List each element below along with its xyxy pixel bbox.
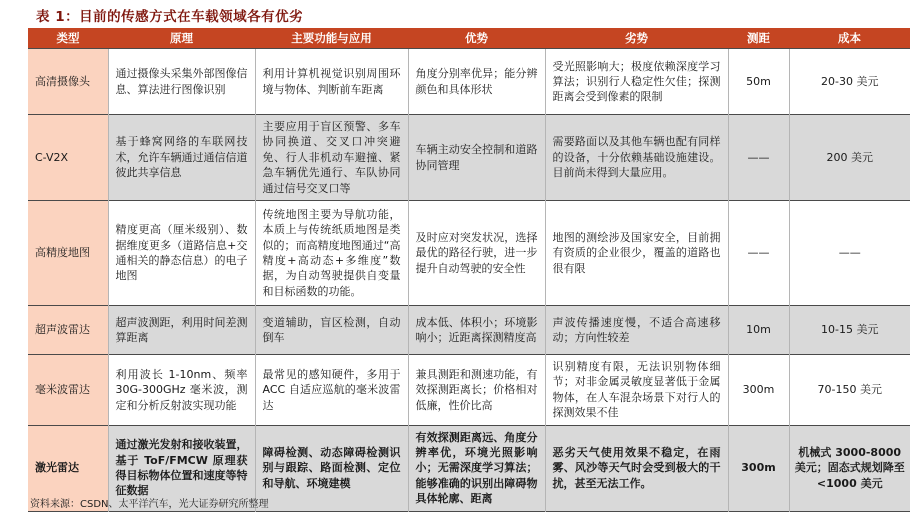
header-principle: 原理 bbox=[108, 28, 255, 49]
cell-disadvantages: 恶劣天气使用效果不稳定，在雨雾、风沙等天气时会受到极大的干扰，甚至无法工作。 bbox=[545, 425, 728, 511]
table-title: 表 1：目前的传感方式在车载领域各有优劣 bbox=[36, 9, 304, 25]
cell-principle: 通过摄像头采集外部图像信息、算法进行图像识别 bbox=[108, 49, 255, 115]
header-disadvantages: 劣势 bbox=[545, 28, 728, 49]
header-cost: 成本 bbox=[789, 28, 910, 49]
cell-cost: 10-15 美元 bbox=[789, 306, 910, 355]
cell-functions: 主要应用于盲区预警、多车协同换道、交叉口冲突避免、行人非机动车避撞、紧急车辆优先通行、车队协同通过信号交叉口等 bbox=[255, 115, 408, 201]
sensor-comparison-table bbox=[28, 28, 910, 512]
cell-cost: 机械式 3000-8000 美元；固态式规划降至 <1000 美元 bbox=[789, 425, 910, 511]
cell-disadvantages: 声波传播速度慢，不适合高速移动；方向性较差 bbox=[545, 306, 728, 355]
cell-functions: 变道辅助，盲区检测，自动倒车 bbox=[255, 306, 408, 355]
cell-range: 300m bbox=[728, 425, 789, 511]
cell-advantages: 有效探测距离远、角度分辨率优，环境光照影响小；无需深度学习算法；能够准确的识别出障碍物具体轮廓、距离 bbox=[408, 425, 545, 511]
cell-functions: 最常见的感知硬件，多用于 ACC 自适应巡航的毫米波雷达 bbox=[255, 355, 408, 426]
cell-cost: 20-30 美元 bbox=[789, 49, 910, 115]
header-type: 类型 bbox=[28, 28, 108, 49]
cell-type: 高清摄像头 bbox=[28, 49, 108, 115]
cell-principle: 通过激光发射和接收装置，基于 ToF/FMCW 原理获得目标物体位置和速度等特征数据 bbox=[108, 425, 255, 511]
cell-functions: 利用计算机视觉识别周围环境与物体、判断前车距离 bbox=[255, 49, 408, 115]
cell-advantages: 兼具测距和测速功能，有效探测距离长；价格相对低廉，性价比高 bbox=[408, 355, 545, 426]
cell-type: 超声波雷达 bbox=[28, 306, 108, 355]
cell-range: 300m bbox=[728, 355, 789, 426]
table-row-ultrasonic-radar bbox=[28, 306, 910, 355]
table-row-hd-camera bbox=[28, 49, 910, 115]
table-row-cv2x bbox=[28, 115, 910, 201]
cell-disadvantages: 需要路面以及其他车辆也配有同样的设备，十分依赖基础设施建设。目前尚未得到大量应用。 bbox=[545, 115, 728, 201]
cell-principle: 基于蜂窝网络的车联网技术，允许车辆通过通信信道彼此共享信息 bbox=[108, 115, 255, 201]
sensor-comparison-table-wrap bbox=[28, 28, 910, 512]
cell-cost: 70-150 美元 bbox=[789, 355, 910, 426]
table-row-mmwave-radar bbox=[28, 355, 910, 426]
cell-advantages: 车辆主动安全控制和道路协同管理 bbox=[408, 115, 545, 201]
cell-disadvantages: 识别精度有限，无法识别物体细节；对非金属灵敏度显著低于金属物体，在人车混杂场景下对行人的探测效果不佳 bbox=[545, 355, 728, 426]
cell-cost: 200 美元 bbox=[789, 115, 910, 201]
header-advantages: 优势 bbox=[408, 28, 545, 49]
cell-principle: 精度更高（厘米级别）、数据维度更多（道路信息+交通相关的静态信息）的电子地图 bbox=[108, 201, 255, 306]
cell-type: C-V2X bbox=[28, 115, 108, 201]
cell-type: 高精度地图 bbox=[28, 201, 108, 306]
cell-principle: 超声波测距，利用时间差测算距离 bbox=[108, 306, 255, 355]
header-range: 测距 bbox=[728, 28, 789, 49]
cell-advantages: 成本低、体积小；环境影响小；近距离探测精度高 bbox=[408, 306, 545, 355]
cell-type: 毫米波雷达 bbox=[28, 355, 108, 426]
cell-functions: 传统地图主要为导航功能，本质上与传统纸质地图是类似的；而高精度地图通过“高精度+高动态+多维度”数据，为自动驾驶提供自变量和目标函数的功能。 bbox=[255, 201, 408, 306]
cell-range: —— bbox=[728, 201, 789, 306]
cell-functions: 障碍检测、动态障碍检测识别与跟踪、路面检测、定位和导航、环境建模 bbox=[255, 425, 408, 511]
cell-range: 50m bbox=[728, 49, 789, 115]
cell-range: —— bbox=[728, 115, 789, 201]
cell-principle: 利用波长 1-10nm、频率 30G-300GHz 毫米波，测定和分析反射波实现功能 bbox=[108, 355, 255, 426]
cell-advantages: 角度分别率优异；能分辨颜色和具体形状 bbox=[408, 49, 545, 115]
cell-cost: —— bbox=[789, 201, 910, 306]
cell-range: 10m bbox=[728, 306, 789, 355]
cell-disadvantages: 地图的测绘涉及国家安全，目前拥有资质的企业很少，覆盖的道路也很有限 bbox=[545, 201, 728, 306]
cell-disadvantages: 受光照影响大；极度依赖深度学习算法；识别行人稳定性欠佳；探测距离会受到像素的限制 bbox=[545, 49, 728, 115]
header-row bbox=[28, 28, 910, 49]
header-functions: 主要功能与应用 bbox=[255, 28, 408, 49]
table-row-hd-map bbox=[28, 201, 910, 306]
cell-type: 激光雷达 bbox=[28, 425, 108, 511]
cell-advantages: 及时应对突发状况，选择最优的路径行驶，进一步提升自动驾驶的安全性 bbox=[408, 201, 545, 306]
source-note: 资料来源：CSDN、太平洋汽车，光大证券研究所整理 bbox=[30, 499, 269, 510]
